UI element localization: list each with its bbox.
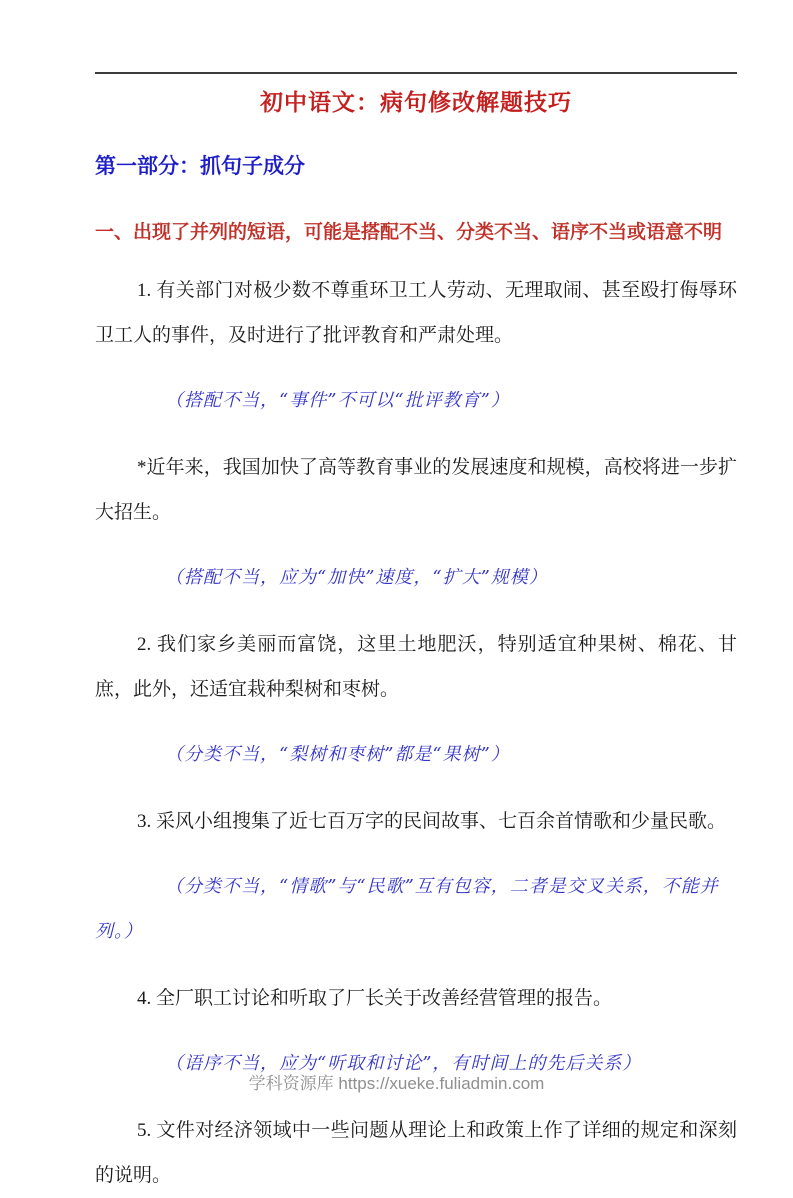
header-rule-line	[95, 72, 737, 74]
example-sentence-2: *近年来，我国加快了高等教育事业的发展速度和规模，高校将进一步扩大招生。	[95, 457, 737, 523]
annotation-5: （语序不当，应为“听取和讨论”，有时间上的先后关系）	[165, 1053, 642, 1074]
example-sentence-3: 2. 我们家乡美丽而富饶，这里土地肥沃，特别适宜种果树、棉花、甘庶，此外，还适宜栽种梨树和枣树。	[95, 634, 737, 700]
annotation-2: （搭配不当，应为“加快”速度，“扩大”规模）	[165, 567, 548, 588]
example-sentence-5: 4. 全厂职工讨论和听取了厂长关于改善经营管理的报告。	[137, 988, 613, 1009]
example-sentence-1: 1. 有关部门对极少数不尊重环卫工人劳动、无理取闹、甚至殴打侮辱环卫工人的事件，及时进行了批评教育和严肃处理。	[95, 280, 737, 346]
rule-heading: 一、出现了并列的短语，可能是搭配不当、分类不当、语序不当或语意不明	[95, 222, 723, 243]
annotation-3: （分类不当，“梨树和枣树”都是“果树”）	[165, 744, 510, 765]
annotation-1: （搭配不当，“事件”不可以“批评教育”）	[165, 390, 510, 411]
example-sentence-4: 3. 采风小组搜集了近七百万字的民间故事、七百余首情歌和少量民歌。	[137, 811, 727, 832]
annotation-4: （分类不当，“情歌”与“民歌”互有包容，二者是交叉关系，不能并列。）	[95, 876, 719, 942]
example-sentence-6: 5. 文件对经济领域中一些问题从理论上和政策上作了详细的规定和深刻的说明。	[95, 1120, 737, 1186]
section-heading: 第一部分：抓句子成分	[95, 154, 305, 178]
footer-watermark: 学科资源库 https://xueke.fuliadmin.com	[248, 1074, 545, 1093]
page-title: 初中语文：病句修改解题技巧	[260, 90, 572, 115]
document-content	[95, 0, 737, 1198]
